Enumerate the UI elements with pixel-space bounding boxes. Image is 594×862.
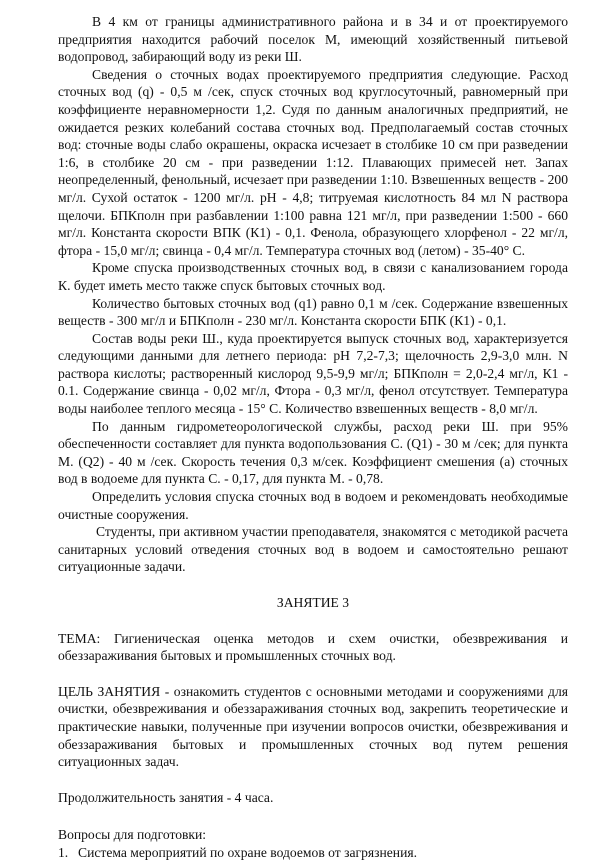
- paragraph-river-composition: Состав воды реки Ш., куда проектируется выпуск сточных вод, характеризуется следующими данными для летнего периода: pH 7,2-7,3; щелочность 2,9-3,0 млн. N раствора кислоты; растворенный кислород 9,5-9,9 мг/л; БПКполн = 2,0-2,4 мг/л, К1 - 0.1. Содержание свинца - 0,02 мг/л, Фтора - 0,3 мг/л, фенол отсутствует. Температура воды наиболее теплого месяца - 15° С. Количество взвешенных веществ - 8,0 мг/л.: [58, 330, 568, 417]
- paragraph-hydrometeorology: По данным гидрометеорологической службы, расход реки Ш. при 95% обеспеченности составляет для пункта водопользования С. (Q1) - 30 м /сек; для пункта М. (Q2) - 40 м /сек. Скорость течения 0,3 м/сек. Коэффициент смешения (а) сточных вод в водоеме для пункта С. - 0,17, для пункта М. - 0,78.: [58, 418, 568, 487]
- paragraph-household-discharge: Кроме спуска производственных сточных вод, в связи с канализованием города К. будет иметь место также спуск бытовых сточных вод.: [58, 260, 568, 293]
- lesson-heading: ЗАНЯТИЕ 3: [276, 595, 350, 610]
- lesson-duration: Продолжительность занятия - 4 часа.: [58, 789, 274, 805]
- paragraph-task: Определить условия спуска сточных вод в водоем и рекомендовать необходимые очистные сооружения.: [58, 489, 568, 522]
- lesson-goal: ЦЕЛЬ ЗАНЯТИЯ - ознакомить студентов с основными методами и сооружениями для очистки, обезвреживания и обеззараживания сточных вод, закрепить теоретические и практические навыки, полученные при изучении вопросов очистки, обезвреживания и обеззараживания бытовых и промышленных сточных вод путем решения ситуационных задач.: [58, 683, 568, 770]
- document-page: [58, 13, 568, 862]
- question-text: Система мероприятий по охране водоемов от загрязнения.: [78, 844, 417, 860]
- question-number: 1.: [58, 844, 69, 860]
- questions-heading: Вопросы для подготовки:: [58, 827, 207, 843]
- paragraph-wastewater-data: Сведения о сточных водах проектируемого предприятия следующие. Расход сточных вод (q) - 0,5 м /сек, спуск сточных вод круглосуточный, равномерный при коэффициенте неравномерности 1,2. Судя по данным аналогичных предприятий, не ожидается резких колебаний состава сточных вод. Предполагаемый состав сточных вод: сточные воды слабо окрашены, окраска исчезает в столбике 10 см при разведении 1:6, в столбике 20 см - при разведении 1:12. Плавающих примесей нет. Запах неопределенный, фенольный, исчезает при разведении 1:10. Взвешенных веществ - 200 мг/л. Сухой остаток - 1200 мг/л. pH - 4,8; титруемая кислотность 84 мл N раствора щелочи. БПКполн при разбавлении 1:100 равна 121 мг/л, при разведении 1:500 - 660 мг/л. Константа скорости ВПК (К1) - 0,1. Фенола, образующего хлорфенол - 22 мг/л, фтора - 15,0 мг/л; свинца - 0,4 мг/л. Температура сточных вод (летом) - 35-40° С.: [58, 66, 568, 258]
- lesson-topic: ТЕМА: Гигиеническая оценка методов и схем очистки, обезвреживания и обеззараживания бытовых и промышленных сточных вод.: [58, 630, 568, 664]
- paragraph-location: В 4 км от границы административного района и в 34 и от проектируемого предприятия находится рабочий поселок М, имеющий хозяйственный питьевой водопровод, забирающий воду из реки Ш.: [58, 14, 568, 65]
- paragraph-household-quantity: Количество бытовых сточных вод (q1) равно 0,1 м /сек. Содержание взвешенных веществ - 300 мг/л и БПКполн - 230 мг/л. Константа скорости БПК (К1) - 0,1.: [58, 295, 568, 329]
- question-item: [58, 844, 568, 862]
- paragraph-students: Студенты, при активном участии преподавателя, знакомятся с методикой расчета санитарных условий отведения сточных вод в водоем и самостоятельно решают ситуационные задачи.: [58, 524, 568, 575]
